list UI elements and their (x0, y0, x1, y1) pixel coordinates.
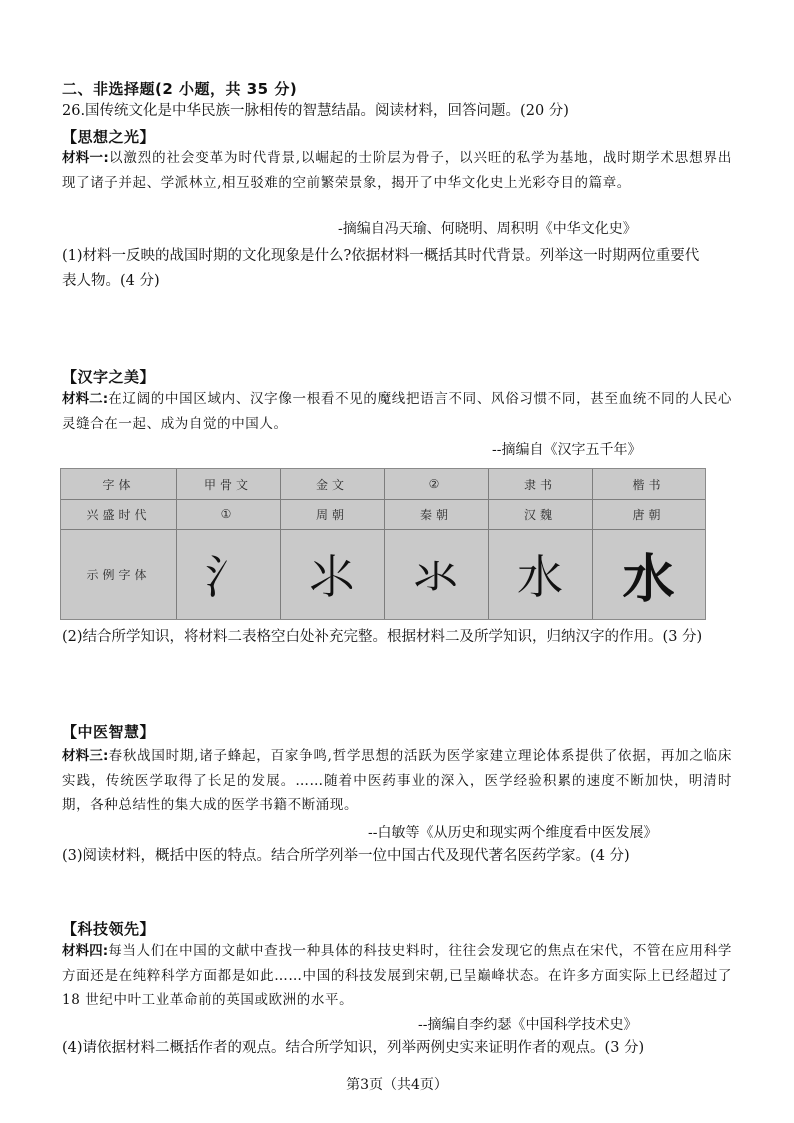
material-text: 以激烈的社会变革为时代背景,以崛起的士阶层为骨子，以兴旺的私学为基地，战时期学术思想界出现了诸子并起、学派林立,相互驳难的空前繁荣景象，揭开了中华文化史上光彩夺目的篇章。 (62, 150, 732, 191)
material-label: 材料四: (62, 943, 109, 959)
table-cell: 楷书 (592, 469, 705, 500)
material-label: 材料二: (62, 391, 109, 407)
sample-glyph-regular: 水 (622, 548, 675, 610)
question-4: (4)请依据材料二概括作者的观点。结合所学知识，列举两例史实来证明作者的观点。(3 分) (62, 1040, 645, 1056)
table-cell: 周朝 (280, 499, 385, 530)
section-title-tech: 【科技领先】 (62, 920, 156, 938)
table-cell: 隶书 (488, 469, 593, 500)
table-cell: 汉魏 (488, 499, 593, 530)
question-2: (2)结合所学知识，将材料二表格空白处补充完整。根据材料二及所学知识，归纳汉字的作用。(3 分) (62, 629, 703, 645)
table-row-header: 兴盛时代 (61, 499, 177, 530)
table-cell: 甲骨文 (176, 469, 281, 500)
material-text: 在辽阔的中国区域内、汉字像一根看不见的魔线把语言不同、风俗习惯不同，甚至血统不同的人民心灵缝合在一起、成为自觉的中国人。 (62, 391, 732, 432)
page-footer: 第3页（共4页） (346, 1077, 448, 1093)
table-row-header: 示例字体 (61, 529, 177, 619)
section-title-hanzi: 【汉字之美】 (62, 368, 156, 386)
sample-glyph-clerical: 水 (488, 529, 593, 619)
material-three (62, 744, 732, 818)
section-title-tcm: 【中医智慧】 (62, 723, 156, 741)
section-heading: 二、非选择题(2 小题，共 35 分) (62, 80, 298, 98)
table-cell: 唐朝 (592, 499, 705, 530)
material-one (62, 146, 732, 195)
table-cell: ① (176, 499, 281, 530)
material-two (62, 387, 732, 436)
script-evolution-table (60, 468, 706, 620)
question-3: (3)阅读材料，概括中医的特点。结合所学列举一位中国古代及现代著名医药学家。(4 分) (62, 848, 630, 864)
question-intro: 26.国传统文化是中华民族一脉相传的智慧结晶。阅读材料，回答问题。(20 分) (62, 103, 569, 119)
table-cell: 金文 (280, 469, 385, 500)
question-1: (1)材料一反映的战国时期的文化现象是什么?依据材料一概括其时代背景。列举这一时期两位重要代表人物。(4 分) (62, 248, 700, 289)
table-row-header: 字体 (61, 469, 177, 500)
sample-glyph-seal: 氺 (384, 529, 489, 619)
sample-glyph-bronze: ⺢ (280, 529, 385, 619)
material-text: 春秋战国时期,诸子蜂起，百家争鸣,哲学思想的活跃为医学家建立理论体系提供了依据，再加之临床实践，传统医学取得了长足的发展。……随着中医药事业的深入，医学经验积累的速度不断加快，明清时期，各种总结性的集大成的医学书籍不断涌现。 (62, 748, 732, 813)
material-text: 每当人们在中国的文献中查找一种具体的科技史料时，往往会发现它的焦点在宋代，不管在应用科学方面还是在纯粹科学方面都是如此……中国的科技发展到宋朝,已呈巅峰状态。在许多方面实际上已经超过了 18 世纪中叶工业革命前的英国或欧洲的水平。 (62, 943, 732, 1008)
sample-glyph-oracle: 氵 (176, 529, 281, 619)
table-cell: 秦朝 (384, 499, 489, 530)
table-cell: ② (384, 469, 489, 500)
material-source: -摘编自冯天瑜、何晓明、周积明《中华文化史》 (338, 221, 637, 237)
material-source: --白敏等《从历史和现实两个维度看中医发展》 (368, 825, 658, 841)
material-source: --摘编自李约瑟《中国科学技术史》 (418, 1017, 638, 1033)
material-label: 材料一: (62, 150, 109, 166)
material-label: 材料三: (62, 748, 109, 764)
material-source: --摘编自《汉字五千年》 (492, 442, 642, 458)
material-four (62, 939, 732, 1013)
section-title-thought: 【思想之光】 (62, 128, 156, 146)
